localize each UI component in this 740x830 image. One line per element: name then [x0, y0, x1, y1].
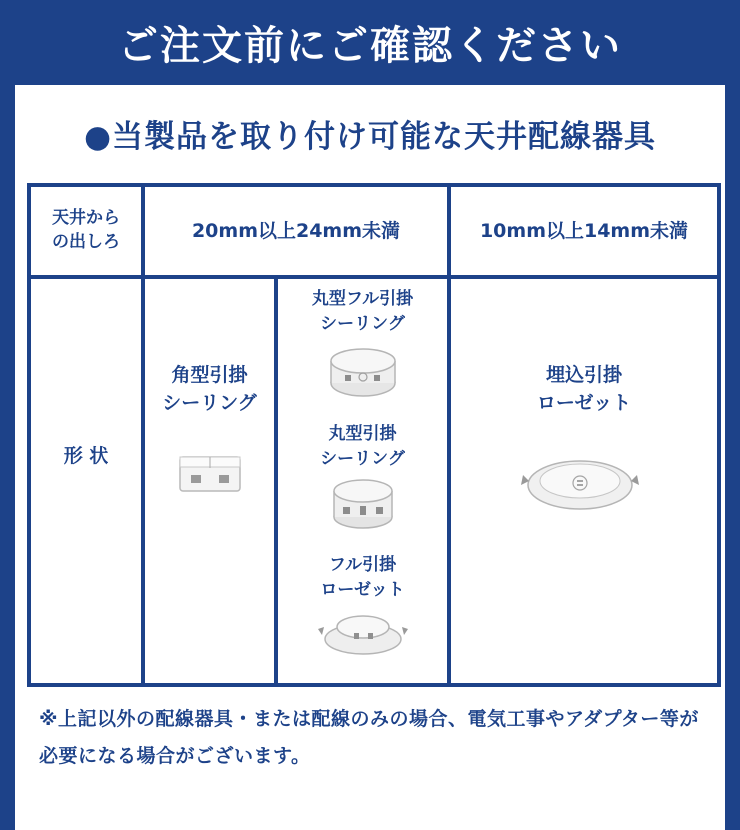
- embedded-hook-rosette-icon: [517, 445, 643, 519]
- round-ceiling-hook-icon: [331, 477, 395, 531]
- round-ceiling-hook-label: 丸型引掛 シーリング: [320, 424, 405, 469]
- section-title: ●当製品を取り付け可能な天井配線器具: [83, 119, 657, 155]
- square-ceiling-hook-icon: [177, 452, 243, 496]
- shape-row-label: 形 状: [63, 445, 109, 468]
- embedded-hook-rosette-label: 埋込引掛 ローゼット: [536, 364, 632, 414]
- header-size-10-14: 10mm以上14mm未満: [479, 219, 689, 242]
- compatibility-table: [27, 183, 721, 687]
- header-banner: [0, 0, 740, 85]
- round-full-ceiling-hook-icon: [328, 345, 398, 399]
- content-panel: [15, 85, 725, 830]
- sub-column-divider: [274, 279, 278, 683]
- full-hook-rosette-label: フル引掛 ローゼット: [320, 555, 405, 600]
- full-hook-rosette-icon: [316, 605, 410, 661]
- notice-text: ※上記以外の配線器具・または配線のみの場合、電気工事やアダプター等が必要になる場合がございます。: [39, 708, 699, 768]
- header-label: 天井から の出しろ: [52, 208, 120, 252]
- square-ceiling-hook-label: 角型引掛 シーリング: [162, 364, 257, 414]
- round-full-ceiling-hook-label: 丸型フル引掛 シーリング: [311, 289, 414, 334]
- header-size-20-24: 20mm以上24mm未満: [191, 219, 401, 242]
- banner-title: ご注文前にご確認ください: [118, 23, 622, 69]
